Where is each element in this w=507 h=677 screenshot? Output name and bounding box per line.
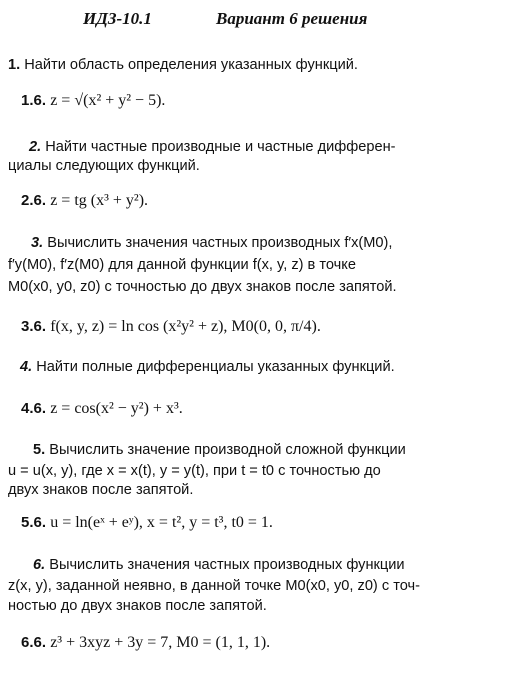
answer-4 — [21, 400, 183, 418]
answer-4-number: 4.6. — [21, 400, 47, 417]
answer-5-number: 5.6. — [21, 514, 47, 531]
task-5-text-line-2: u = u(x, y), где x = x(t), y = y(t), при t = t0 с точностью до — [8, 463, 381, 479]
task-2-cont — [8, 155, 200, 177]
task-3-text-line-3: M0(x0, y0, z0) с точностью до двух знаков после запятой. — [8, 279, 397, 295]
task-4 — [20, 356, 395, 378]
answer-1-formula: z = √(x² + y² − 5). — [50, 92, 166, 109]
task-6-text-line-2: z(x, y), заданной неявно, в данной точке M0(x0, y0, z0) с точ- — [8, 578, 420, 594]
task-3-text-line-2: f′y(M0), f′z(M0) для данной функции f(x, y, z) в точке — [8, 257, 356, 273]
task-4-text: Найти полные дифференциалы указанных функций. — [36, 359, 395, 375]
answer-3-number: 3.6. — [21, 318, 47, 335]
task-3-cont-1 — [8, 254, 356, 276]
task-2-number: 2. — [29, 139, 42, 155]
task-3 — [31, 232, 392, 254]
answer-4-formula: z = cos(x² − y²) + x³. — [50, 400, 183, 417]
task-5-cont-2 — [8, 479, 193, 501]
task-6 — [33, 554, 405, 576]
answer-3-formula: f(x, y, z) = ln cos (x²y² + z), M0(0, 0, π/4). — [50, 318, 321, 335]
task-6-text-line-3: ностью до двух знаков после запятой. — [8, 598, 267, 614]
answer-6 — [21, 634, 270, 652]
answer-6-formula: z³ + 3xyz + 3y = 7, M0 = (1, 1, 1). — [50, 634, 271, 651]
answer-2 — [21, 192, 148, 210]
task-4-number: 4. — [20, 359, 33, 375]
task-5 — [33, 439, 406, 461]
answer-2-number: 2.6. — [21, 192, 47, 209]
answer-3 — [21, 318, 321, 336]
task-5-text-line-3: двух знаков после запятой. — [8, 482, 194, 498]
answer-2-formula: z = tg (x³ + y²). — [50, 192, 149, 209]
answer-1 — [21, 92, 165, 110]
task-5-text-line-1: Вычислить значение производной сложной функции — [49, 442, 406, 458]
answer-5-formula: u = ln(eˣ + eʸ), x = t², y = t³, t0 = 1. — [50, 514, 273, 531]
task-3-number: 3. — [31, 235, 44, 251]
answer-5 — [21, 514, 273, 532]
task-2-text-line-2: циалы следующих функций. — [8, 158, 200, 174]
task-6-cont-2 — [8, 595, 267, 617]
task-1 — [8, 54, 358, 76]
task-3-text-line-1: Вычислить значения частных производных f′x(M0), — [47, 235, 393, 251]
task-6-cont-1 — [8, 575, 420, 597]
assignment-title: ИДЗ-10.1 — [83, 9, 152, 28]
answer-6-number: 6.6. — [21, 634, 47, 651]
task-1-number: 1. — [8, 57, 21, 73]
answer-1-number: 1.6. — [21, 92, 47, 109]
task-6-number: 6. — [33, 557, 46, 573]
task-5-number: 5. — [33, 442, 46, 458]
task-3-cont-2 — [8, 276, 397, 298]
task-6-text-line-1: Вычислить значения частных производных функции — [49, 557, 405, 573]
task-2-text-line-1: Найти частные производные и частные дифферен- — [45, 139, 396, 155]
task-1-text: Найти область определения указанных функций. — [24, 57, 358, 73]
variant-title: Вариант 6 решения — [216, 9, 368, 28]
